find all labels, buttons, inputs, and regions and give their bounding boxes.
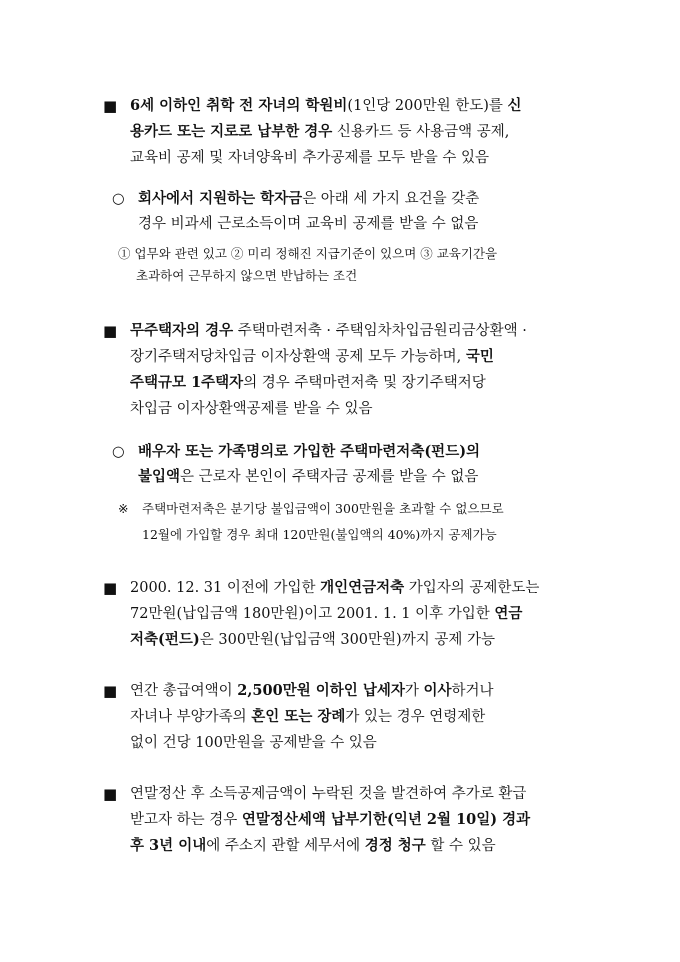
square-bullet-icon: ■ [103, 322, 118, 340]
text-run: 72만원(납입금액 180만원)이고 2001. 1. 1 이후 가입한 [130, 606, 495, 622]
text-run: 연말정산 후 소득공제금액이 누락된 것을 발견하여 추가로 환급 [130, 786, 527, 802]
text-run: 없이 건당 100만원을 공제받을 수 있음 [130, 735, 377, 751]
text-run: 연간 총급여액이 [130, 683, 238, 699]
bold-text: 연금 [494, 605, 523, 622]
text-run: 가 있는 경우 연령제한 [345, 709, 486, 725]
text-line [138, 215, 478, 233]
bold-text: 개인연금저축 [320, 579, 405, 596]
text-run: 교육비 공제 및 자녀양육비 추가공제를 모두 받을 수 있음 [130, 150, 490, 166]
text-line [130, 374, 486, 392]
bold-text: 주택규모 1주택자 [130, 374, 244, 391]
square-bullet-icon: ■ [103, 682, 118, 700]
text-run: 은 아래 세 가지 요건을 갖춘 [302, 191, 480, 207]
square-bullet-icon: ■ [103, 785, 118, 803]
text-run: 은 300만원(납입금액 300만원)까지 공제 가능 [199, 632, 495, 648]
text-run: 차입금 이자상환액공제를 받을 수 있음 [130, 401, 373, 417]
bullet-marker: ○ [112, 444, 125, 460]
square-bullet-icon: ■ [103, 97, 118, 115]
bold-text: 2,500만원 이하인 납세자 [237, 682, 405, 699]
bullet-marker: ○ [112, 191, 125, 207]
text-run: (1인당 200만원 한도)를 [347, 98, 508, 114]
text-line [142, 527, 497, 543]
text-line [130, 123, 509, 141]
text-run: 신용카드 등 사용금액 공제, [332, 124, 510, 140]
text-line [130, 579, 539, 597]
bold-text: 이사 [423, 682, 452, 699]
bold-text: 혼인 또는 장례 [251, 708, 346, 725]
text-line [130, 631, 495, 649]
text-line [118, 246, 497, 262]
text-run: 초과하여 근무하지 않으면 반납하는 조건 [136, 268, 358, 283]
bullet-marker: ※ [118, 501, 129, 516]
text-run: 할 수 있음 [425, 838, 496, 854]
text-line [138, 468, 478, 486]
square-bullet-icon: ■ [103, 579, 118, 597]
text-line [130, 811, 530, 829]
text-run: 장기주택저당차입금 이자상환액 공제 모두 가능하며, [130, 349, 466, 365]
text-run: 주택마련저축은 분기당 불입금액이 300만원을 초과할 수 없으므로 [142, 501, 504, 516]
text-line [138, 443, 480, 461]
bold-text: 후 3년 이내 [130, 837, 207, 854]
text-run: 2000. 12. 31 이전에 가입한 [130, 580, 321, 596]
text-run: 12월에 가입할 경우 최대 120만원(불입액의 40%)까지 공제가능 [142, 527, 497, 542]
bold-text: 불입액 [138, 468, 181, 485]
text-run: 주택마련저축 · 주택임차차입금원리금상환액 · [233, 323, 527, 339]
text-line [130, 785, 526, 803]
text-line [142, 501, 504, 517]
text-line [130, 837, 496, 855]
bold-text: 신 [507, 97, 522, 114]
text-line [130, 400, 373, 418]
text-line [130, 605, 522, 623]
text-line [130, 322, 527, 340]
text-run: 받고자 하는 경우 [130, 812, 242, 828]
text-line [130, 708, 485, 726]
text-line [130, 734, 377, 752]
bold-text: 6세 이하인 취학 전 자녀의 학원비 [130, 97, 348, 114]
text-run: 하거나 [451, 683, 494, 699]
text-line [136, 268, 357, 284]
bold-text: 경정 청구 [364, 837, 426, 854]
text-run: 경우 비과세 근로소득이며 교육비 공제를 받을 수 없음 [138, 216, 479, 232]
bold-text: 무주택자의 경우 [130, 322, 234, 339]
text-run: 가 [404, 683, 424, 699]
bold-text: 배우자 또는 가족명의로 가입한 주택마련저축(펀드)의 [138, 443, 481, 460]
text-line [130, 348, 494, 366]
bold-text: 국민 [465, 348, 494, 365]
text-run: 은 근로자 본인이 주택자금 공제를 받을 수 없음 [180, 469, 479, 485]
text-run: 가입자의 공제한도는 [404, 580, 540, 596]
bold-text: 용카드 또는 지로로 납부한 경우 [130, 123, 333, 140]
text-run: 자녀나 부양가족의 [130, 709, 252, 725]
text-line [130, 682, 494, 700]
text-line [130, 97, 522, 115]
text-run: ① 업무와 관련 있고 ② 미리 정해진 지급기준이 있으며 ③ 교육기간을 [118, 246, 498, 261]
text-run: 에 주소지 관할 세무서에 [206, 838, 365, 854]
bold-text: 회사에서 지원하는 학자금 [138, 190, 303, 207]
bold-text: 연말정산세액 납부기한(익년 2월 10일) 경과 [241, 811, 531, 828]
bold-text: 저축(펀드) [130, 631, 200, 648]
text-line [138, 190, 479, 208]
text-line [130, 149, 489, 167]
text-run: 의 경우 주택마련저축 및 장기주택저당 [243, 375, 486, 391]
